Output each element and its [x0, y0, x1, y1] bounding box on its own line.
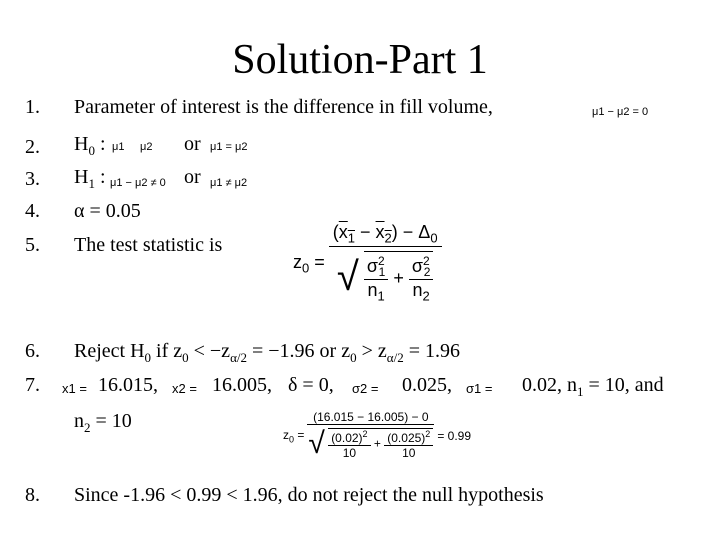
formula-x1-letter: x [338, 222, 348, 242]
parameter-text: Parameter of interest is the difference in fill volume, [74, 96, 493, 118]
h0-equation: μ1 = μ2 [210, 141, 248, 153]
sqrt-icon: √ [336, 254, 359, 299]
item-number-4: 4. [25, 200, 40, 222]
reject-text-a: Reject H [74, 340, 145, 362]
reject-sub-b: 0 [182, 350, 189, 365]
formula-minus: − [360, 222, 371, 242]
reject-sub-a: 0 [144, 350, 152, 365]
calc-result: = 0.99 [437, 429, 472, 443]
formula-equals: = [314, 251, 325, 272]
formula-sigma1-sub: 1 [378, 265, 386, 280]
sigma2-value: 0.025, [402, 374, 452, 396]
n1-value: = 10, and [583, 374, 664, 396]
calc-numerator: (16.015 − 16.005) − 0 [307, 410, 434, 425]
calc-term2-num: (0.025) [387, 431, 426, 445]
h1-equation-a: μ1 − μ2 ≠ 0 [110, 177, 166, 189]
reject-text-b: if z [151, 340, 183, 362]
formula-plus: + [393, 267, 404, 288]
item-number-8: 8. [25, 484, 40, 506]
line-parameter [74, 96, 493, 119]
formula-term-2 [409, 254, 433, 304]
formula-n2-sub: 2 [422, 288, 430, 304]
formula-term-1 [364, 254, 388, 304]
x1-value: 16.015, [98, 374, 158, 396]
formula-sigma2-sub: 2 [423, 265, 431, 280]
line-alt-hypothesis [74, 166, 106, 192]
line-conclusion: Since -1.96 < 0.99 < 1.96, do not reject the null hypothesis [74, 484, 544, 506]
item-number-6: 6. [25, 340, 40, 362]
line-null-hypothesis [74, 133, 106, 159]
reject-text-e: > z [356, 340, 387, 362]
formula-x2 [375, 222, 392, 246]
formula-delta-subscript: 0 [430, 230, 438, 246]
calc-equals: = [297, 427, 305, 442]
formula-lhs: z [293, 251, 302, 272]
calc-term1-num: (0.02) [331, 431, 363, 445]
formula-delta: ) − Δ [391, 222, 431, 242]
n2-letter: n [74, 410, 84, 432]
sigma1-label: σ1 = [466, 381, 493, 396]
line-rejection-rule [74, 340, 460, 366]
h1-colon: : [99, 166, 106, 188]
item-number-1: 1. [25, 96, 40, 118]
h0-letter: H [74, 133, 89, 155]
reject-sub-e: α/2 [386, 350, 404, 365]
page-title: Solution-Part 1 [232, 37, 488, 83]
h0-colon: : [99, 133, 106, 155]
h1-or: or [184, 166, 201, 188]
parameter-equation: μ1 − μ2 = 0 [592, 106, 649, 118]
item-number-5: 5. [25, 234, 40, 256]
n2-subscript: 2 [84, 420, 91, 435]
h0-or: or [184, 133, 201, 155]
formula-sigma1-sup: 2 [377, 253, 385, 268]
calc-lhs: z [283, 427, 289, 442]
formula-x2-letter: x [375, 222, 385, 242]
h1-subscript: 1 [88, 176, 95, 191]
formula-paren-open: ( [332, 222, 339, 242]
n2-value: = 10 [90, 410, 132, 432]
n2-line [74, 410, 132, 436]
item-number-3: 3. [25, 168, 40, 190]
n1-subscript: 1 [577, 384, 584, 399]
x1-bar-label: x1 = [62, 381, 87, 396]
h0-subscript: 0 [88, 143, 95, 158]
x2-value: 16.005, [212, 374, 272, 396]
formula-n1: n [367, 280, 378, 301]
formula-x2-subscript: 2 [384, 230, 392, 246]
item-number-7: 7. [25, 374, 40, 396]
line-alpha: α = 0.05 [74, 200, 141, 222]
calc-plus: + [373, 436, 381, 451]
sigma1-value: 0.02, n [522, 374, 577, 396]
reject-sub-d: 0 [350, 350, 357, 365]
calc-term1-sup: 2 [362, 429, 368, 439]
h1-equation-b: μ1 ≠ μ2 [210, 177, 248, 189]
reject-text-c: < −z [188, 340, 231, 362]
calc-sqrt-icon: √ [308, 427, 325, 460]
formula-x1-subscript: 1 [347, 230, 355, 246]
reject-text-d: = −1.96 or z [247, 340, 351, 362]
formula-sigma2-sup: 2 [423, 253, 430, 268]
formula-n1-sub: 1 [377, 288, 385, 304]
h0-mu1: μ1 [112, 141, 125, 153]
item-number-2: 2. [25, 136, 40, 158]
sigma2-label: σ2 = [352, 381, 379, 396]
delta-value: δ = 0, [288, 374, 334, 396]
reject-text-f: = 1.96 [403, 340, 460, 362]
x2-bar-label: x2 = [172, 381, 197, 396]
formula-n2: n [412, 280, 423, 301]
calc-term-1 [328, 429, 370, 460]
h0-mu2: μ2 [140, 141, 153, 153]
formula-x1 [338, 222, 355, 246]
calc-term-2 [384, 429, 433, 460]
calc-term1-den: 10 [342, 446, 357, 460]
formula-sigma2: σ [411, 255, 424, 276]
calc-lhs-sub: 0 [289, 434, 295, 445]
formula-radicand [364, 251, 434, 304]
calc-radicand [328, 428, 433, 460]
z0-calculation [282, 410, 472, 462]
sigma1-n1-value [522, 374, 664, 400]
formula-lhs-subscript: 0 [302, 260, 310, 276]
test-statistic-formula [292, 222, 442, 305]
h1-letter: H [74, 166, 89, 188]
calc-term2-den: 10 [402, 446, 416, 460]
line-test-statistic: The test statistic is [74, 234, 223, 256]
calc-term2-sup: 2 [425, 429, 431, 439]
reject-sub-c: α/2 [230, 350, 247, 365]
formula-sigma1: σ [366, 255, 378, 276]
